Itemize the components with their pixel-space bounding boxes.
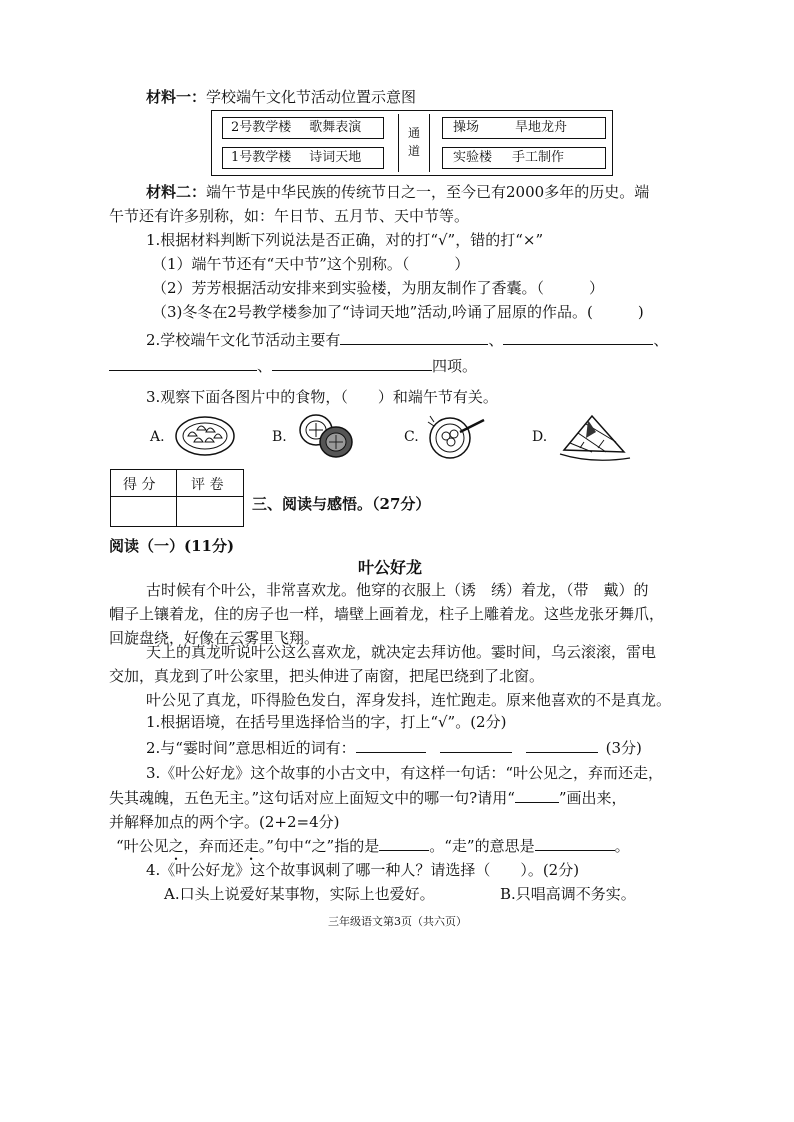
q3-stem: 3.观察下面各图片中的食物，（ ）和端午节有关。 <box>146 388 498 406</box>
grader-header: 评 卷 <box>191 477 224 493</box>
map-place: 1号教学楼 <box>231 150 292 165</box>
q2-line2 <box>109 355 477 376</box>
q3-option-d-label: D. <box>532 429 548 445</box>
answer-blank[interactable] <box>379 836 429 851</box>
answer-blank[interactable] <box>503 330 653 345</box>
grader-cell[interactable] <box>178 498 241 524</box>
q2-line1 <box>146 329 668 350</box>
reading1-q1: 1.根据语境，在括号里选择恰当的字，打上“√”。(2分) <box>146 713 507 731</box>
reading1-q2 <box>146 737 642 758</box>
answer-blank[interactable] <box>340 330 488 345</box>
underline-sample <box>515 788 559 803</box>
answer-blank[interactable] <box>526 738 598 753</box>
q2-end: 四项。 <box>432 357 478 375</box>
zongzi-icon <box>558 410 632 464</box>
map-place: 2号教学楼 <box>231 120 292 135</box>
q2-stem: 2.与“霎时间”意思相近的词有： <box>146 739 356 757</box>
q3-text-end: ”画出来， <box>558 789 627 807</box>
map-right-top <box>442 117 606 139</box>
quote-part: ，弃而还 <box>183 837 244 855</box>
q2-separator: 、 <box>488 331 504 349</box>
passage-title: 叶公好龙 <box>358 558 423 577</box>
reading1-label: 阅读（一）(11分) <box>109 537 235 555</box>
material2-title: 材料二： <box>146 183 207 201</box>
map-passage <box>398 114 430 172</box>
q1-stem: 1.根据材料判断下列说法是否正确，对的打“√”，错的打“×” <box>146 231 544 249</box>
q1-statement-1: （1）端午节还有“天中节”这个别称。（ ） <box>152 255 470 273</box>
page-footer: 三年级语文第3页（共六页） <box>328 915 467 928</box>
answer-blank[interactable] <box>535 836 615 851</box>
reading1-q4-option-a: A.口头上说爱好某事物，实际上也爱好。 <box>164 885 435 903</box>
map-place: 实验楼 <box>453 150 493 165</box>
q3-option-c-label: C. <box>404 429 419 445</box>
quote-part: 。“走”的意思是 <box>429 837 535 855</box>
quote-part: 。”句中“之”指的是 <box>258 837 380 855</box>
map-passage-char: 通 <box>408 126 421 140</box>
q3-option-a-label: A. <box>150 429 165 445</box>
map-left-bottom <box>222 147 384 169</box>
reading1-q4: 4.《叶公好龙》这个故事讽刺了哪一种人？请选择（ ）。(2分) <box>146 861 580 879</box>
passage-p3: 叶公见了真龙，吓得脸色发白，浑身发抖，连忙跑走。原来他喜欢的不是真龙。 <box>146 691 672 709</box>
passage-p1-line1: 古时候有个叶公，非常喜欢龙。他穿的衣服上（诱 绣）着龙，（带 戴）的 <box>146 581 649 599</box>
tangyuan-bowl-icon <box>424 412 488 462</box>
section-three-heading: 三、阅读与感悟。（27分） <box>252 495 431 513</box>
reading1-q3-line1: 3.《叶公好龙》这个故事的小古文中，有这样一句话：“叶公见之，弃而还走， <box>146 764 663 782</box>
material1-heading <box>146 86 416 107</box>
dumplings-plate-icon <box>174 412 236 458</box>
material2-line2: 午节还有许多别称，如：午日节、五月节、天中节等。 <box>109 207 470 225</box>
material2-text: 端午节是中华民族的传统节日之一，至今已有2000多年的历史。端 <box>206 183 650 201</box>
q1-statement-2: （2）芳芳根据活动安排来到实验楼，为朋友制作了香囊。（ ） <box>152 279 605 297</box>
material1-title: 材料一： <box>146 88 207 106</box>
q3-option-b-label: B. <box>272 429 287 445</box>
score-header: 得 分 <box>123 477 156 493</box>
passage-p1-line2: 帽子上镶着龙，住的房子也一样，墙壁上画着龙，柱子上雕着龙。这些龙张牙舞爪， <box>109 605 665 623</box>
score-cell[interactable] <box>112 498 174 524</box>
map-right-bottom <box>442 147 606 169</box>
q1-statement-3: （3)冬冬在2号教学楼参加了“诗词天地”活动,吟诵了屈原的作品。( ) <box>152 303 644 321</box>
reading1-q3-line3: 并解释加点的两个字。(2+2=4分) <box>109 813 340 831</box>
q2-stem: 2.学校端午文化节活动主要有 <box>146 331 341 349</box>
passage-p1-line3: 回旋盘绕，好像在云雾里飞翔。 <box>109 629 320 647</box>
material2-line1 <box>146 181 649 202</box>
mooncake-icon <box>296 410 356 462</box>
map-left-top <box>222 117 384 139</box>
q2-separator: 、 <box>257 357 273 375</box>
dotted-char: 之 <box>168 837 184 855</box>
passage-p2-line2: 交加，真龙到了叶公家里，把头伸进了南窗，把尾巴绕到了北窗。 <box>109 667 545 685</box>
passage-p2-line1: 天上的真龙听说叶公这么喜欢龙，就决定去拜访他。霎时间，乌云滚滚，雷电 <box>146 643 657 661</box>
reading1-q4-option-b: B.只唱高调不务实。 <box>500 885 636 903</box>
answer-blank[interactable] <box>356 738 426 753</box>
quote-part: “叶公见 <box>116 837 169 855</box>
q3-text: 失其魂魄，五色无主。”这句话对应上面短文中的哪一句?请用“ <box>109 789 515 807</box>
map-passage-char: 道 <box>408 144 421 158</box>
q2-separator: 、 <box>653 331 669 349</box>
map-place: 操场 <box>453 120 480 135</box>
map-activity: 歌舞表演 <box>309 120 362 135</box>
score-table <box>110 469 244 527</box>
map-passage-label <box>408 124 420 160</box>
answer-blank[interactable] <box>440 738 512 753</box>
map-activity: 诗词天地 <box>309 150 362 165</box>
quote-part: 。 <box>614 837 630 855</box>
answer-blank[interactable] <box>109 356 257 371</box>
material1-text: 学校端午文化节活动位置示意图 <box>206 88 417 106</box>
map-activity: 手工制作 <box>512 150 565 165</box>
reading1-q3-line2 <box>109 787 627 808</box>
map-activity: 旱地龙舟 <box>515 120 568 135</box>
answer-blank[interactable] <box>272 356 432 371</box>
dotted-char: 走 <box>243 837 259 855</box>
q2-points: (3分) <box>605 739 642 757</box>
